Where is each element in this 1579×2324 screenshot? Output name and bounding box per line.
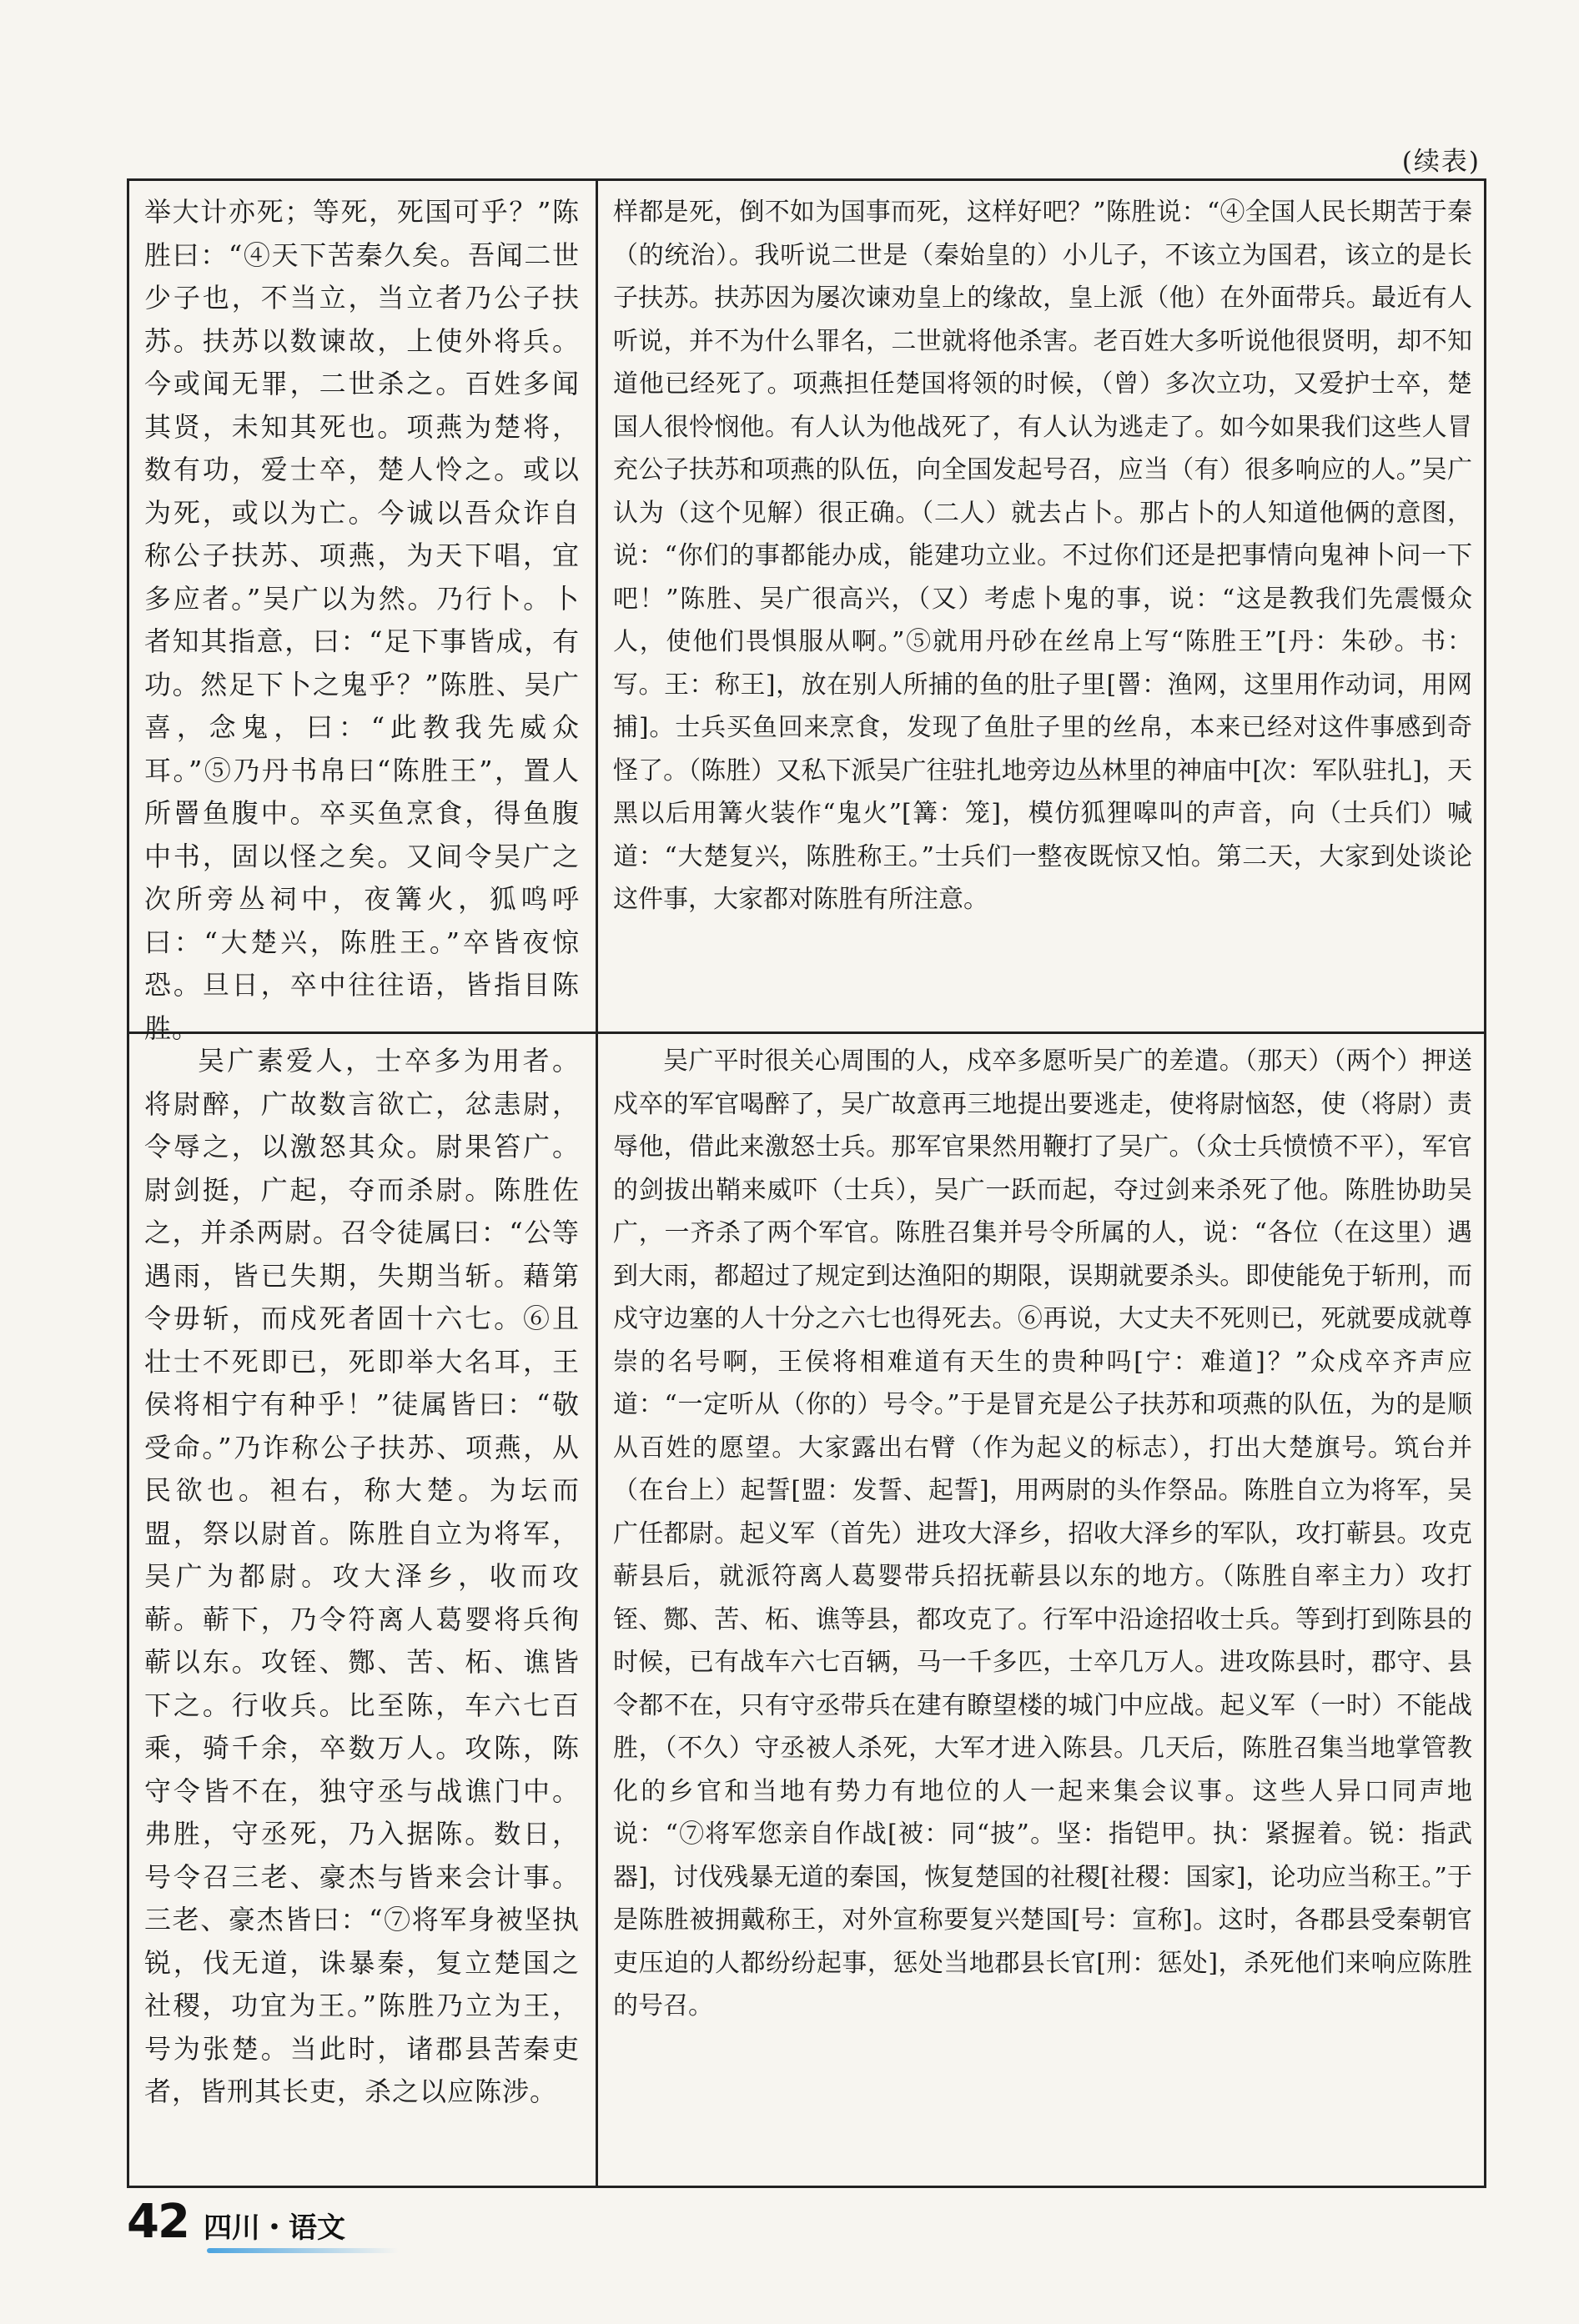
text-table bbox=[127, 178, 1486, 2188]
original-text-paragraph: 吴广素爱人，士卒多为用者。将尉醉，广故数言欲亡，忿恚尉，令辱之，以激怒其众。尉果笞广。尉剑挺，广起，夺而杀尉。陈胜佐之，并杀两尉。召令徒属曰：“公等遇雨，皆已失期，失期当斩。藉第令毋斩，而戍死者固十六七。⑥且壮士不死即已，死即举大名耳，王侯将相宁有种乎！”徒属皆曰：“敬受命。”乃诈称公子扶苏、项燕，从民欲也。袒右，称大楚。为坛而盟，祭以尉首。陈胜自立为将军，吴广为都尉。攻大泽乡，收而攻蕲。蕲下，乃令符离人葛婴将兵徇蕲以东。攻铚、酂、苦、柘、谯皆下之。行收兵。比至陈，车六七百乘，骑千余，卒数万人。攻陈，陈守令皆不在，独守丞与战谯门中。弗胜，守丞死，乃入据陈。数日，号令召三老、豪杰与皆来会计事。三老、豪杰皆曰：“⑦将军身被坚执锐，伐无道，诛暴秦，复立楚国之社稷，功宜为王。”陈胜乃立为王，号为张楚。当此时，诸郡县苦秦吏者，皆刑其长吏，杀之以应陈涉。 bbox=[144, 1045, 580, 2107]
translation-paragraph: 吴广平时很关心周围的人，戍卒多愿听吴广的差遣。（那天）（两个）押送戍卒的军官喝醉了，吴广故意再三地提出要逃走，使将尉恼怒，使（将尉）责辱他，借此来激怒士兵。那军官果然用鞭打了吴广。（众士兵愤愤不平），军官的剑拔出鞘来威吓（士兵），吴广一跃而起，夺过剑来杀死了他。陈胜协助吴广，一齐杀了两个军官。陈胜召集并号令所属的人，说：“各位（在这里）遇到大雨，都超过了规定到达渔阳的期限，误期就要杀头。即使能免于斩刑，而戍守边塞的人十分之六七也得死去。⑥再说，大丈夫不死则已，死就要成就尊崇的名号啊，王侯将相难道有天生的贵种吗[宁：难道]？”众戍卒齐声应道：“一定听从（你的）号令。”于是冒充是公子扶苏和项燕的队伍，为的是顺从百姓的愿望。大家露出右臂（作为起义的标志），打出大楚旗号。筑台并（在台上）起誓[盟：发誓、起誓]，用两尉的头作祭品。陈胜自立为将军，吴广任都尉。起义军（首先）进攻大泽乡，招收大泽乡的军队，攻打蕲县。攻克蕲县后，就派符离人葛婴带兵招抚蕲县以东的地方。（陈胜自率主力）攻打铚、酂、苦、柘、谯等县，都攻克了。行军中沿途招收士兵。等到打到陈县的时候，已有战车六七百辆，马一千多匹，士卒几万人。进攻陈县时，郡守、县令都不在，只有守丞带兵在建有瞭望楼的城门中应战。起义军（一时）不能战胜，（不久）守丞被人杀死，大军才进入陈县。几天后，陈胜召集当地掌管教化的乡官和当地有势力有地位的人一起来集会议事。这些人异口同声地说：“⑦将军您亲自作战[被：同“披”。坚：指铠甲。执：紧握着。锐：指武器]，讨伐残暴无道的秦国，恢复楚国的社稷[社稷：国家]，论功应当称王。”于是陈胜被拥戴称王，对外宣称要复兴楚国[号：宣称]。这时，各郡县受秦朝官吏压迫的人都纷纷起事，惩处当地郡县长官[刑：惩处]，杀死他们来响应陈胜的号召。 bbox=[613, 1047, 1472, 2020]
decorative-underline bbox=[207, 2248, 399, 2253]
page-number: 42 bbox=[127, 2195, 189, 2249]
translation-paragraph: 样都是死，倒不如为国事而死，这样好吧？”陈胜说：“④全国人民长期苦于秦（的统治）。我听说二世是（秦始皇的）小儿子，不该立为国君，该立的是长子扶苏。扶苏因为屡次谏劝皇上的缘故，皇上派（他）在外面带兵。最近有人听说，并不为什么罪名，二世就将他杀害。老百姓大多听说他很贤明，却不知道他已经死了。项燕担任楚国将领的时候，（曾）多次立功，又爱护士卒，楚国人很怜悯他。有人认为他战死了，有人认为逃走了。如今如果我们这些人冒充公子扶苏和项燕的队伍，向全国发起号召，应当（有）很多响应的人。”吴广认为（这个见解）很正确。（二人）就去占卜。那占卜的人知道他俩的意图，说：“你们的事都能办成，能建功立业。不过你们还是把事情向鬼神卜问一下吧！”陈胜、吴广很高兴，（又）考虑卜鬼的事，说：“这是教我们先震慑众人，使他们畏惧服从啊。”⑤就用丹砂在丝帛上写“陈胜王”[丹：朱砂。书：写。王：称王]，放在别人所捕的鱼的肚子里[罾：渔网，这里用作动词，用网捕]。士兵买鱼回来烹食，发现了鱼肚子里的丝帛，本来已经对这件事感到奇怪了。（陈胜）又私下派吴广往驻扎地旁边丛林里的神庙中[次：军队驻扎]，天黑以后用篝火装作“鬼火”[篝：笼]，模仿狐狸嗥叫的声音，向（士兵们）喊道：“大楚复兴，陈胜称王。”士兵们一整夜既惊又怕。第二天，大家到处谈论这件事，大家都对陈胜有所注意。 bbox=[613, 198, 1472, 914]
column-divider bbox=[596, 181, 598, 2186]
original-text-cell-1 bbox=[144, 191, 580, 1044]
subject-label: 四川・语文 bbox=[204, 2211, 345, 2245]
translation-cell-2 bbox=[613, 1040, 1472, 2182]
original-text-paragraph: 举大计亦死；等死，死国可乎？”陈胜曰：“④天下苦秦久矣。吾闻二世少子也，不当立，当立者乃公子扶苏。扶苏以数谏故，上使外将兵。今或闻无罪，二世杀之。百姓多闻其贤，未知其死也。项燕为楚将，数有功，爱士卒，楚人怜之。或以为死，或以为亡。今诚以吾众诈自称公子扶苏、项燕，为天下唱，宜多应者。”吴广以为然。乃行卜。卜者知其指意，曰：“足下事皆成，有功。然足下卜之鬼乎？”陈胜、吴广喜，念鬼，曰：“此教我先威众耳。”⑤乃丹书帛曰“陈胜王”，置人所罾鱼腹中。卒买鱼烹食，得鱼腹中书，固以怪之矣。又间令吴广之次所旁丛祠中，夜篝火，狐鸣呼曰：“大楚兴，陈胜王。”卒皆夜惊恐。旦日，卒中往往语，皆指目陈胜。 bbox=[144, 196, 580, 1044]
original-text-cell-2 bbox=[144, 1040, 580, 2182]
continued-note: (续表) bbox=[1401, 147, 1481, 177]
translation-cell-1 bbox=[613, 191, 1472, 1025]
